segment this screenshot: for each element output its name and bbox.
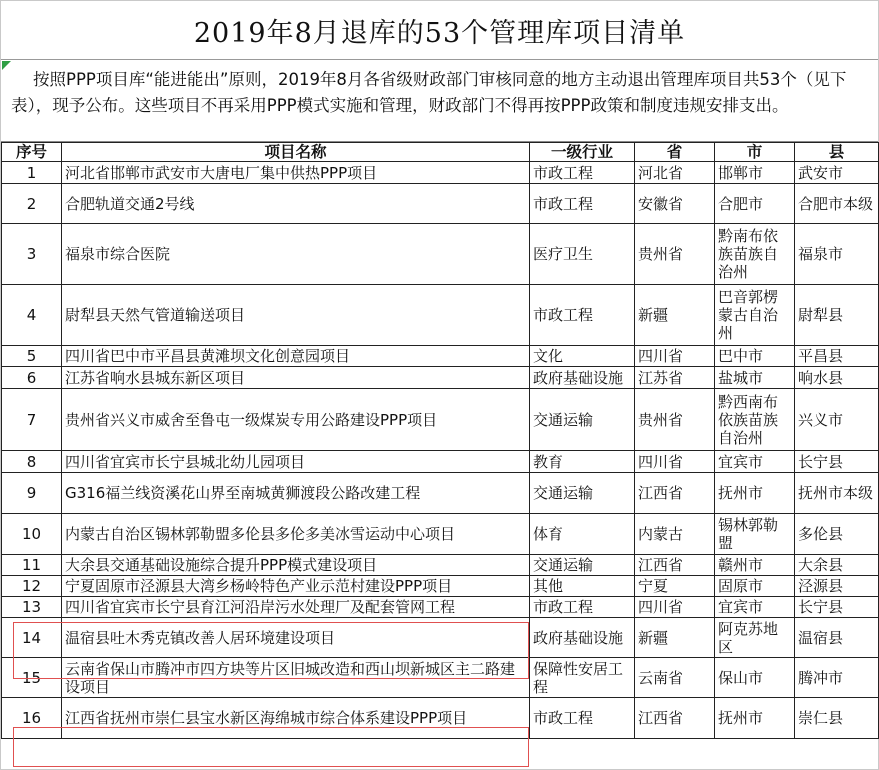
cell-project-name[interactable]: 四川省巴中市平昌县黄滩坝文化创意园项目 bbox=[62, 346, 530, 367]
cell-county[interactable]: 腾冲市 bbox=[795, 658, 879, 698]
cell-county[interactable]: 兴义市 bbox=[795, 389, 879, 451]
cell-province[interactable]: 内蒙古 bbox=[635, 514, 715, 555]
table-row bbox=[2, 224, 879, 285]
cell-comment-marker-icon bbox=[2, 61, 11, 70]
cell-province[interactable]: 四川省 bbox=[635, 346, 715, 367]
cell-province[interactable]: 江西省 bbox=[635, 555, 715, 576]
cell-city[interactable]: 锡林郭勒盟 bbox=[715, 514, 795, 555]
cell-num[interactable]: 8 bbox=[2, 451, 62, 473]
cell-province[interactable]: 新疆 bbox=[635, 618, 715, 658]
cell-city[interactable]: 黔西南布依族苗族自治州 bbox=[715, 389, 795, 451]
cell-county[interactable]: 多伦县 bbox=[795, 514, 879, 555]
cell-city[interactable]: 抚州市 bbox=[715, 473, 795, 514]
table-row bbox=[2, 346, 879, 367]
cell-city[interactable]: 阿克苏地区 bbox=[715, 618, 795, 658]
cell-project-name[interactable]: 尉犁县天然气管道输送项目 bbox=[62, 285, 530, 346]
title-row bbox=[1, 1, 878, 60]
cell-industry[interactable]: 保障性安居工程 bbox=[530, 658, 635, 698]
cell-project-name[interactable]: 江苏省响水县城东新区项目 bbox=[62, 367, 530, 389]
cell-city[interactable]: 巴音郭楞蒙古自治州 bbox=[715, 285, 795, 346]
table-header-row bbox=[2, 143, 879, 162]
cell-num[interactable]: 7 bbox=[2, 389, 62, 451]
cell-num[interactable]: 3 bbox=[2, 224, 62, 285]
cell-industry[interactable]: 交通运输 bbox=[530, 389, 635, 451]
cell-county[interactable]: 长宁县 bbox=[795, 597, 879, 618]
cell-project-name[interactable]: 宁夏固原市泾源县大湾乡杨岭特色产业示范村建设PPP项目 bbox=[62, 576, 530, 597]
cell-num[interactable]: 15 bbox=[2, 658, 62, 698]
cell-county[interactable]: 福泉市 bbox=[795, 224, 879, 285]
table-row bbox=[2, 473, 879, 514]
cell-county[interactable]: 合肥市本级 bbox=[795, 184, 879, 224]
cell-province[interactable]: 四川省 bbox=[635, 451, 715, 473]
cell-project-name[interactable]: 云南省保山市腾冲市四方块等片区旧城改造和西山坝新城区主二路建设项目 bbox=[62, 658, 530, 698]
cell-project-name[interactable]: G316福兰线资溪花山界至南城黄狮渡段公路改建工程 bbox=[62, 473, 530, 514]
cell-county[interactable]: 长宁县 bbox=[795, 451, 879, 473]
header-city[interactable]: 市 bbox=[715, 143, 795, 162]
page-title: 2019年8月退库的53个管理库项目清单 bbox=[193, 17, 686, 49]
header-industry[interactable]: 一级行业 bbox=[530, 143, 635, 162]
cell-project-name[interactable]: 四川省宜宾市长宁县育江河沿岸污水处理厂及配套管网工程 bbox=[62, 597, 530, 618]
cell-city[interactable]: 邯郸市 bbox=[715, 162, 795, 184]
cell-city[interactable]: 赣州市 bbox=[715, 555, 795, 576]
cell-city[interactable]: 固原市 bbox=[715, 576, 795, 597]
header-province[interactable]: 省 bbox=[635, 143, 715, 162]
project-table bbox=[1, 142, 879, 739]
cell-num[interactable]: 9 bbox=[2, 473, 62, 514]
cell-industry[interactable]: 市政工程 bbox=[530, 162, 635, 184]
cell-province[interactable]: 宁夏 bbox=[635, 576, 715, 597]
cell-province[interactable]: 四川省 bbox=[635, 597, 715, 618]
table-row bbox=[2, 618, 879, 658]
cell-project-name[interactable]: 大余县交通基础设施综合提升PPP模式建设项目 bbox=[62, 555, 530, 576]
table-row bbox=[2, 698, 879, 739]
cell-project-name[interactable]: 温宿县吐木秀克镇改善人居环境建设项目 bbox=[62, 618, 530, 658]
cell-city[interactable]: 宜宾市 bbox=[715, 597, 795, 618]
table-row bbox=[2, 597, 879, 618]
cell-num[interactable]: 13 bbox=[2, 597, 62, 618]
cell-industry[interactable]: 市政工程 bbox=[530, 698, 635, 739]
cell-province[interactable]: 江西省 bbox=[635, 473, 715, 514]
cell-county[interactable]: 抚州市本级 bbox=[795, 473, 879, 514]
cell-industry[interactable]: 政府基础设施 bbox=[530, 618, 635, 658]
cell-province[interactable]: 新疆 bbox=[635, 285, 715, 346]
cell-industry[interactable]: 市政工程 bbox=[530, 184, 635, 224]
table-row bbox=[2, 514, 879, 555]
cell-industry[interactable]: 文化 bbox=[530, 346, 635, 367]
table-row bbox=[2, 451, 879, 473]
cell-city[interactable]: 宜宾市 bbox=[715, 451, 795, 473]
table-row bbox=[2, 555, 879, 576]
cell-county[interactable]: 大余县 bbox=[795, 555, 879, 576]
header-county[interactable]: 县 bbox=[795, 143, 879, 162]
cell-city[interactable]: 抚州市 bbox=[715, 698, 795, 739]
cell-industry[interactable]: 市政工程 bbox=[530, 597, 635, 618]
cell-county[interactable]: 尉犁县 bbox=[795, 285, 879, 346]
table-row bbox=[2, 184, 879, 224]
cell-industry[interactable]: 体育 bbox=[530, 514, 635, 555]
cell-province[interactable]: 贵州省 bbox=[635, 389, 715, 451]
cell-num[interactable]: 16 bbox=[2, 698, 62, 739]
table-row bbox=[2, 658, 879, 698]
cell-project-name[interactable]: 四川省宜宾市长宁县城北幼儿园项目 bbox=[62, 451, 530, 473]
cell-project-name[interactable]: 贵州省兴义市威舍至鲁屯一级煤炭专用公路建设PPP项目 bbox=[62, 389, 530, 451]
cell-project-name[interactable]: 河北省邯郸市武安市大唐电厂集中供热PPP项目 bbox=[62, 162, 530, 184]
cell-county[interactable]: 泾源县 bbox=[795, 576, 879, 597]
cell-province[interactable]: 江苏省 bbox=[635, 367, 715, 389]
cell-province[interactable]: 云南省 bbox=[635, 658, 715, 698]
cell-num[interactable]: 14 bbox=[2, 618, 62, 658]
cell-city[interactable]: 盐城市 bbox=[715, 367, 795, 389]
cell-county[interactable]: 平昌县 bbox=[795, 346, 879, 367]
table-row bbox=[2, 389, 879, 451]
cell-industry[interactable]: 市政工程 bbox=[530, 285, 635, 346]
cell-county[interactable]: 武安市 bbox=[795, 162, 879, 184]
table-row bbox=[2, 162, 879, 184]
cell-industry[interactable]: 教育 bbox=[530, 451, 635, 473]
cell-num[interactable]: 5 bbox=[2, 346, 62, 367]
cell-project-name[interactable]: 江西省抚州市崇仁县宝水新区海绵城市综合体系建设PPP项目 bbox=[62, 698, 530, 739]
cell-project-name[interactable]: 内蒙古自治区锡林郭勒盟多伦县多伦多美冰雪运动中心项目 bbox=[62, 514, 530, 555]
cell-num[interactable]: 12 bbox=[2, 576, 62, 597]
cell-province[interactable]: 安徽省 bbox=[635, 184, 715, 224]
cell-industry[interactable]: 其他 bbox=[530, 576, 635, 597]
cell-industry[interactable]: 交通运输 bbox=[530, 555, 635, 576]
cell-num[interactable]: 4 bbox=[2, 285, 62, 346]
cell-industry[interactable]: 交通运输 bbox=[530, 473, 635, 514]
cell-num[interactable]: 2 bbox=[2, 184, 62, 224]
cell-num[interactable]: 10 bbox=[2, 514, 62, 555]
header-project-name[interactable]: 项目名称 bbox=[62, 143, 530, 162]
cell-county[interactable]: 温宿县 bbox=[795, 618, 879, 658]
cell-num[interactable]: 11 bbox=[2, 555, 62, 576]
cell-project-name[interactable]: 福泉市综合医院 bbox=[62, 224, 530, 285]
cell-num[interactable]: 1 bbox=[2, 162, 62, 184]
table-row bbox=[2, 576, 879, 597]
cell-province[interactable]: 贵州省 bbox=[635, 224, 715, 285]
cell-project-name[interactable]: 合肥轨道交通2号线 bbox=[62, 184, 530, 224]
table-row bbox=[2, 367, 879, 389]
cell-industry[interactable]: 政府基础设施 bbox=[530, 367, 635, 389]
cell-city[interactable]: 巴中市 bbox=[715, 346, 795, 367]
cell-county[interactable]: 崇仁县 bbox=[795, 698, 879, 739]
cell-num[interactable]: 6 bbox=[2, 367, 62, 389]
cell-city[interactable]: 保山市 bbox=[715, 658, 795, 698]
intro-paragraph bbox=[1, 60, 878, 142]
table-row bbox=[2, 285, 879, 346]
cell-province[interactable]: 河北省 bbox=[635, 162, 715, 184]
cell-county[interactable]: 响水县 bbox=[795, 367, 879, 389]
cell-industry[interactable]: 医疗卫生 bbox=[530, 224, 635, 285]
cell-city[interactable]: 合肥市 bbox=[715, 184, 795, 224]
cell-city[interactable]: 黔南布依族苗族自治州 bbox=[715, 224, 795, 285]
intro-text: 按照PPP项目库“能进能出”原则，2019年8月各省级财政部门审核同意的地方主动退出管理库项目共53个（见下表），现予公布。这些项目不再采用PPP模式实施和管理，财政部门不得再按PPP政策和制度违规安排支出。 bbox=[11, 70, 847, 115]
header-num[interactable]: 序号 bbox=[2, 143, 62, 162]
cell-province[interactable]: 江西省 bbox=[635, 698, 715, 739]
